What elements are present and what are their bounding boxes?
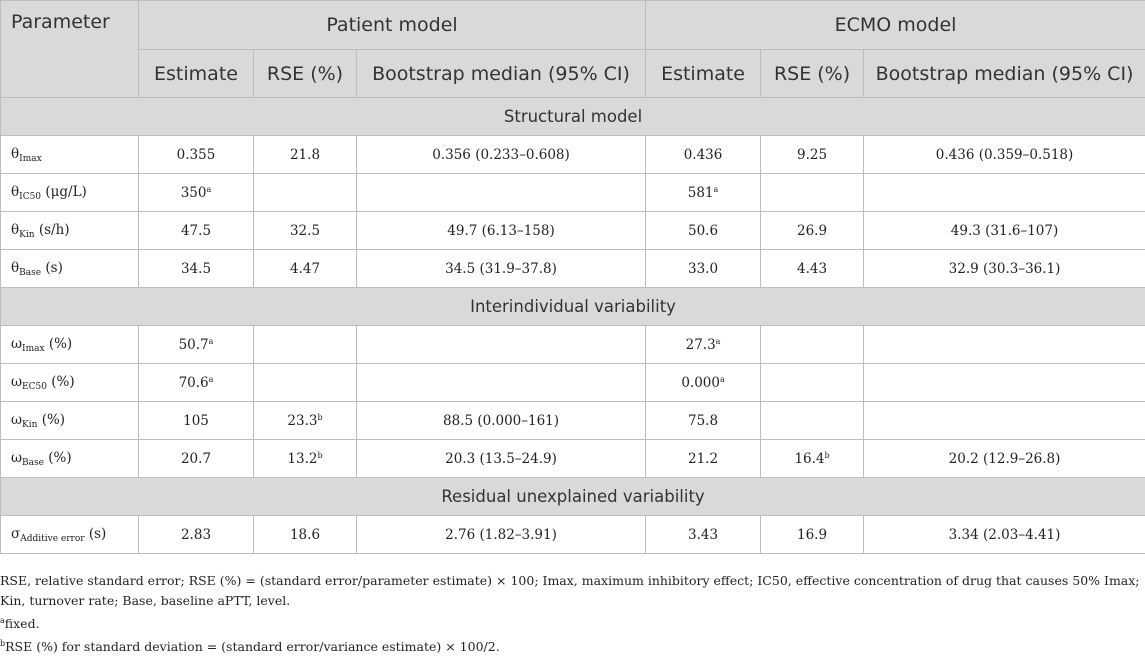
patient-rse-cell-footnote-mark: b [317, 413, 322, 422]
table-footnotes [0, 571, 1140, 657]
ecmo-bootstrap-cell-value: 32.9 (30.3–36.1) [949, 261, 1061, 277]
parameter-symbol: ω [11, 412, 22, 428]
header-ecmo-bootstrap: Bootstrap median (95% CI) [864, 50, 1145, 98]
patient-rse-cell-footnote-mark: b [317, 451, 322, 460]
parameter-unit: (μg/L) [41, 184, 87, 200]
footnote-b-mark: b [0, 639, 5, 648]
patient-estimate-cell [139, 326, 254, 364]
ecmo-estimate-cell [646, 212, 761, 250]
ecmo-rse-cell [761, 250, 864, 288]
parameter-cell [1, 326, 139, 364]
header-patient-estimate: Estimate [139, 50, 254, 98]
patient-bootstrap-cell-value: 49.7 (6.13–158) [447, 223, 554, 239]
ecmo-rse-cell-value: 16.9 [797, 527, 827, 543]
ecmo-rse-cell [761, 440, 864, 478]
parameter-unit: (s) [85, 526, 107, 542]
parameter-subscript: Additive error [20, 534, 84, 544]
patient-estimate-cell-value: 70.6 [179, 375, 209, 391]
parameter-symbol: ω [11, 336, 22, 352]
ecmo-estimate-cell-footnote-mark: a [716, 337, 721, 346]
patient-rse-cell [254, 402, 357, 440]
header-patient-model: Patient model [139, 1, 646, 50]
parameter-subscript: EC50 [22, 382, 47, 392]
ecmo-rse-cell [761, 174, 864, 212]
parameter-unit: (s/h) [35, 222, 70, 238]
ecmo-bootstrap-cell-value: 0.436 (0.359–0.518) [936, 147, 1074, 163]
parameter-subscript: Kin [19, 230, 34, 240]
ecmo-rse-cell [761, 212, 864, 250]
table-row [1, 250, 1145, 288]
patient-estimate-cell [139, 516, 254, 554]
patient-rse-cell-value: 18.6 [290, 527, 320, 543]
patient-bootstrap-cell [357, 440, 646, 478]
patient-rse-cell [254, 364, 357, 402]
section-row [1, 288, 1145, 326]
footnote-a-text: fixed. [5, 616, 40, 631]
section-title: Structural model [1, 98, 1145, 136]
patient-rse-cell-value: 21.8 [290, 147, 320, 163]
header-ecmo-rse: RSE (%) [761, 50, 864, 98]
ecmo-rse-cell-value: 4.43 [797, 261, 827, 277]
ecmo-estimate-cell-value: 33.0 [688, 261, 718, 277]
ecmo-rse-cell [761, 364, 864, 402]
ecmo-estimate-cell [646, 516, 761, 554]
parameter-subscript: IC50 [19, 192, 41, 202]
ecmo-estimate-cell-value: 0.436 [684, 147, 723, 163]
table-row [1, 212, 1145, 250]
patient-estimate-cell [139, 136, 254, 174]
parameter-subscript: Base [22, 458, 44, 468]
patient-bootstrap-cell-value: 2.76 (1.82–3.91) [445, 527, 557, 543]
ecmo-bootstrap-cell [864, 402, 1145, 440]
patient-estimate-cell-value: 2.83 [181, 527, 211, 543]
section-row [1, 98, 1145, 136]
parameter-cell [1, 212, 139, 250]
patient-bootstrap-cell [357, 516, 646, 554]
ecmo-rse-cell [761, 136, 864, 174]
header-ecmo-model: ECMO model [646, 1, 1145, 50]
section-title: Residual unexplained variability [1, 478, 1145, 516]
ecmo-rse-cell [761, 402, 864, 440]
parameter-symbol: θ [11, 222, 19, 238]
ecmo-bootstrap-cell [864, 174, 1145, 212]
patient-rse-cell-value: 4.47 [290, 261, 320, 277]
ecmo-bootstrap-cell-value: 3.34 (2.03–4.41) [949, 527, 1061, 543]
ecmo-rse-cell-footnote-mark: b [825, 451, 830, 460]
table-row [1, 516, 1145, 554]
ecmo-estimate-cell-value: 50.6 [688, 223, 718, 239]
parameter-cell [1, 136, 139, 174]
patient-bootstrap-cell [357, 212, 646, 250]
ecmo-estimate-cell [646, 326, 761, 364]
parameter-unit: (%) [44, 450, 72, 466]
patient-estimate-cell-value: 34.5 [181, 261, 211, 277]
parameter-symbol: θ [11, 146, 19, 162]
patient-bootstrap-cell [357, 136, 646, 174]
patient-estimate-cell [139, 212, 254, 250]
patient-estimate-cell [139, 402, 254, 440]
ecmo-bootstrap-cell-value: 20.2 (12.9–26.8) [949, 451, 1061, 467]
parameter-cell [1, 364, 139, 402]
parameter-symbol: θ [11, 184, 19, 200]
ecmo-estimate-cell [646, 250, 761, 288]
patient-bootstrap-cell [357, 174, 646, 212]
ecmo-estimate-cell [646, 174, 761, 212]
patient-bootstrap-cell [357, 364, 646, 402]
patient-estimate-cell [139, 364, 254, 402]
ecmo-bootstrap-cell [864, 364, 1145, 402]
parameter-unit: (%) [47, 374, 75, 390]
patient-estimate-cell-value: 0.355 [177, 147, 216, 163]
parameter-subscript: Imax [22, 344, 45, 354]
footnote-b [0, 634, 1140, 657]
table-row [1, 440, 1145, 478]
ecmo-estimate-cell-value: 3.43 [688, 527, 718, 543]
patient-estimate-cell-value: 50.7 [179, 337, 209, 353]
patient-rse-cell [254, 212, 357, 250]
patient-rse-cell-value: 13.2 [287, 451, 317, 467]
patient-estimate-cell-footnote-mark: a [207, 185, 212, 194]
footnote-a-mark: a [0, 616, 5, 625]
patient-rse-cell-value: 23.3 [287, 413, 317, 429]
parameter-symbol: ω [11, 374, 22, 390]
ecmo-bootstrap-cell [864, 516, 1145, 554]
patient-estimate-cell-footnote-mark: a [209, 375, 214, 384]
patient-bootstrap-cell [357, 326, 646, 364]
ecmo-rse-cell-value: 16.4 [794, 451, 824, 467]
ecmo-bootstrap-cell [864, 212, 1145, 250]
parameter-cell [1, 516, 139, 554]
patient-estimate-cell-value: 105 [183, 413, 209, 429]
patient-estimate-cell-value: 20.7 [181, 451, 211, 467]
ecmo-rse-cell [761, 326, 864, 364]
patient-rse-cell [254, 250, 357, 288]
header-patient-bootstrap: Bootstrap median (95% CI) [357, 50, 646, 98]
ecmo-rse-cell-value: 9.25 [797, 147, 827, 163]
patient-bootstrap-cell-value: 0.356 (0.233–0.608) [432, 147, 570, 163]
table-row [1, 402, 1145, 440]
ecmo-estimate-cell [646, 440, 761, 478]
patient-estimate-cell-value: 47.5 [181, 223, 211, 239]
ecmo-estimate-cell-footnote-mark: a [720, 375, 725, 384]
ecmo-bootstrap-cell [864, 326, 1145, 364]
ecmo-estimate-cell-footnote-mark: a [714, 185, 719, 194]
parameter-subscript: Kin [22, 420, 37, 430]
ecmo-estimate-cell-value: 21.2 [688, 451, 718, 467]
patient-rse-cell [254, 516, 357, 554]
ecmo-estimate-cell-value: 75.8 [688, 413, 718, 429]
patient-estimate-cell [139, 250, 254, 288]
patient-estimate-cell [139, 440, 254, 478]
ecmo-rse-cell [761, 516, 864, 554]
parameter-symbol: ω [11, 450, 22, 466]
parameter-cell [1, 174, 139, 212]
patient-rse-cell-value: 32.5 [290, 223, 320, 239]
ecmo-estimate-cell-value: 27.3 [686, 337, 716, 353]
table-body [1, 98, 1145, 554]
patient-rse-cell [254, 326, 357, 364]
footnote-b-text: RSE (%) for standard deviation = (standard error/variance estimate) × 100/2. [5, 639, 500, 654]
parameter-symbol: σ [11, 526, 20, 542]
patient-estimate-cell-value: 350 [181, 185, 207, 201]
ecmo-rse-cell-value: 26.9 [797, 223, 827, 239]
parameter-subscript: Base [19, 268, 41, 278]
ecmo-estimate-cell [646, 402, 761, 440]
table-row [1, 174, 1145, 212]
parameter-symbol: θ [11, 260, 19, 276]
parameter-cell [1, 250, 139, 288]
section-row [1, 478, 1145, 516]
section-title: Interindividual variability [1, 288, 1145, 326]
patient-bootstrap-cell-value: 20.3 (13.5–24.9) [445, 451, 557, 467]
ecmo-estimate-cell-value: 0.000 [681, 375, 720, 391]
footnote-a [0, 611, 1140, 634]
patient-estimate-cell-footnote-mark: a [209, 337, 214, 346]
patient-estimate-cell [139, 174, 254, 212]
patient-bootstrap-cell-value: 34.5 (31.9–37.8) [445, 261, 557, 277]
ecmo-estimate-cell-value: 581 [688, 185, 714, 201]
parameter-unit: (%) [37, 412, 65, 428]
ecmo-estimate-cell [646, 364, 761, 402]
header-parameter: Parameter [1, 1, 139, 98]
parameter-cell [1, 402, 139, 440]
footnote-abbreviations: RSE, relative standard error; RSE (%) = (standard error/parameter estimate) × 100; Imax, maximum inhibitory effect; IC50, effective concentration of drug that causes 50% Imax; Kin, turnover rate; Base, baseline aPTT, level. [0, 571, 1140, 611]
parameter-subscript: Imax [19, 154, 42, 164]
header-patient-rse: RSE (%) [254, 50, 357, 98]
parameter-unit: (%) [45, 336, 73, 352]
patient-rse-cell [254, 136, 357, 174]
parameter-unit: (s) [41, 260, 63, 276]
ecmo-estimate-cell [646, 136, 761, 174]
patient-rse-cell [254, 174, 357, 212]
table-row [1, 326, 1145, 364]
ecmo-bootstrap-cell-value: 49.3 (31.6–107) [951, 223, 1058, 239]
table-row [1, 136, 1145, 174]
header-ecmo-estimate: Estimate [646, 50, 761, 98]
table-row [1, 364, 1145, 402]
parameter-cell [1, 440, 139, 478]
ecmo-bootstrap-cell [864, 250, 1145, 288]
patient-bootstrap-cell [357, 402, 646, 440]
patient-rse-cell [254, 440, 357, 478]
patient-bootstrap-cell-value: 88.5 (0.000–161) [443, 413, 559, 429]
table-header [1, 1, 1145, 98]
ecmo-bootstrap-cell [864, 136, 1145, 174]
ecmo-bootstrap-cell [864, 440, 1145, 478]
patient-bootstrap-cell [357, 250, 646, 288]
